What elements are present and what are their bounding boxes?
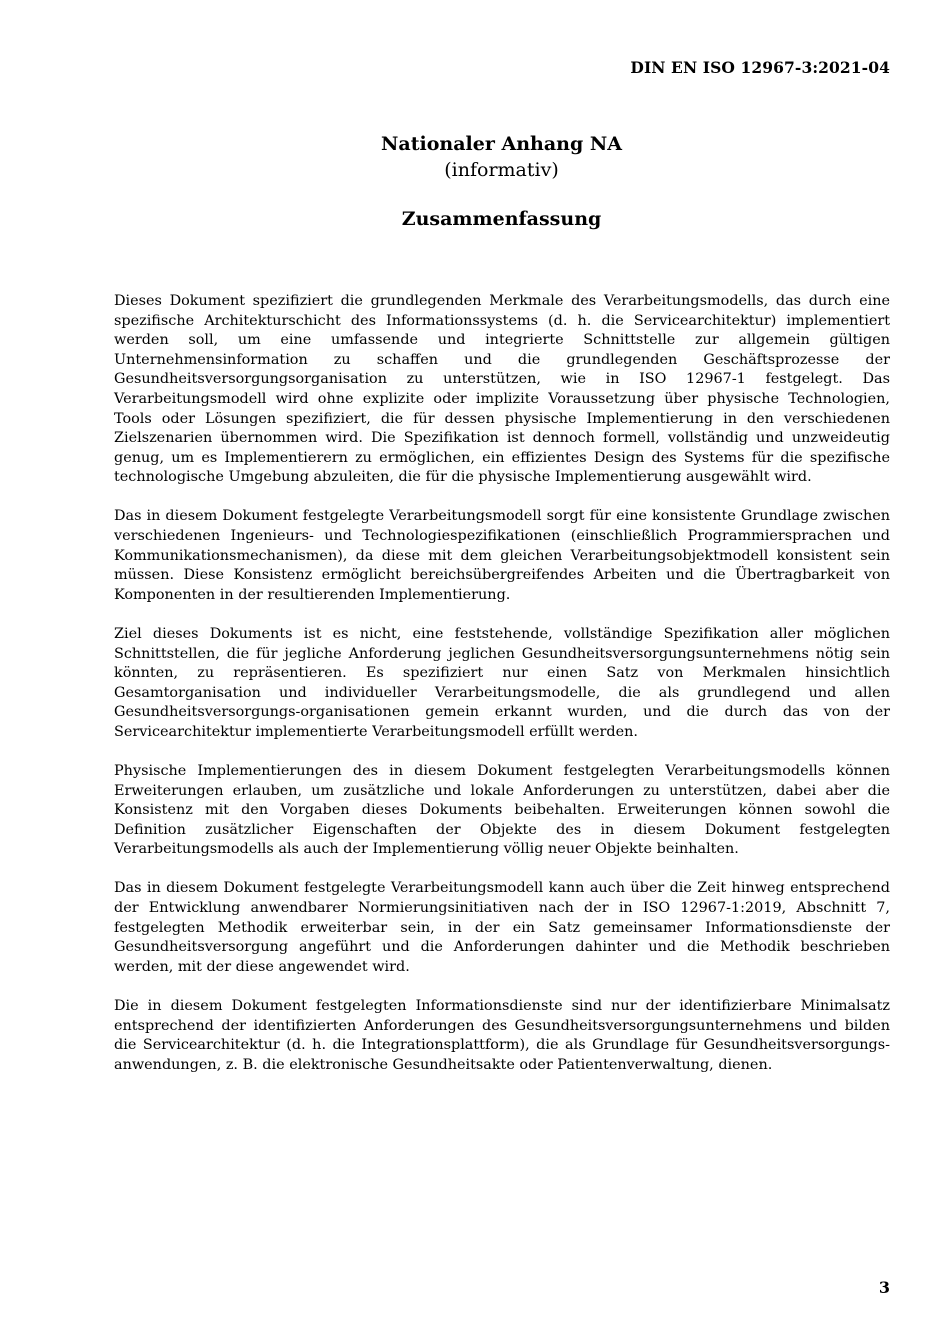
paragraph: Das in diesem Dokument festgelegte Verarbeitungsmodell kann auch über die Zeit hinweg entsprechend der Entwicklung anwendbarer Normierungsinitiativen nach der in ISO 12967-1:2019, Abschnitt 7, festgelegten Methodik erweiterbar sein, in der ein Satz gemeinsamer Informationsdienste der Gesundheitsversorgung angeführt und die Anforderungen dahinter und die Methodik beschrieben werden, mit der diese angewendet wird. [114, 880, 890, 975]
annex-subtitle: (informativ) [444, 159, 559, 181]
paragraph: Ziel dieses Dokuments ist es nicht, eine feststehende, vollständige Spezifikation aller möglichen Schnittstellen, die für jegliche Anforderung jeglichen Gesundheitsversorgungsunternehmens nötig sein könnten, zu repräsentieren. Es spezifiziert nur einen Satz von Merkmalen hinsichtlich Gesamtorganisation und individueller Verarbeitungsmodelle, die als grundlegend und allen Gesundheitsversorgungs-organisationen gemein erkannt wurden, und die durch das von der Servicearchitektur implementierte Verarbeitungsmodell erfüllt werden. [114, 625, 890, 740]
page-number: 3 [878, 1278, 890, 1297]
paragraph: Physische Implementierungen des in diesem Dokument festgelegten Verarbeitungsmodells können Erweiterungen erlauben, um zusätzliche und lokale Anforderungen zu unterstützen, dabei aber die Konsistenz mit den Vorgaben dieses Dokuments beibehalten. Erweiterungen können sowohl die Definition zusätzlicher Eigenschaften der Objekte des in diesem Dokument festgelegten Verarbeitungsmodells als auch der Implementierung völlig neuer Objekte beinhalten. [114, 762, 890, 858]
annex-title: Nationaler Anhang NA [381, 133, 622, 155]
paragraph: Das in diesem Dokument festgelegte Verarbeitungsmodell sorgt für eine konsistente Grundlage zwischen verschiedenen Ingenieurs- und Technologiespezifikationen (einschließlich Programmiersprachen und Kommunikationsmechanismen), da diese mit dem gleichen Verarbeitungsobjektmodell konsistent sein müssen. Diese Konsistenz ermöglicht bereichsübergreifendes Arbeiten und die Übertragbarkeit von Komponenten in der resultierenden Implementierung. [114, 508, 890, 603]
paragraph: Dieses Dokument spezifiziert die grundlegenden Merkmale des Verarbeitungsmodells, das durch eine spezifische Architekturschicht des Informationssystems (d. h. die Servicearchitektur) implementiert werden soll, um eine umfassende und integrierte Schnittstelle zur allgemein gültigen Unternehmensinformation zu schaffen und die grundlegenden Geschäftsprozesse der Gesundheitsversorgungsorganisation zu unterstützen, wie in ISO 12967-1 festgelegt. Das Verarbeitungsmodell wird ohne explizite oder implizite Voraussetzung über physische Technologien, Tools oder Lösungen spezifiziert, die für dessen physische Implementierung in den verschiedenen Zielszenarien übernommen wird. Die Spezifikation ist dennoch formell, vollständig und unzweideutig genug, um es Implementierern zu ermöglichen, ein effizientes Design des Systems für die spezifische technologische Umgebung abzuleiten, die für die physische Implementierung ausgewählt wird. [114, 293, 890, 486]
section-heading: Zusammenfassung [401, 208, 602, 230]
document-id: DIN EN ISO 12967-3:2021-04 [630, 58, 890, 77]
paragraph: Die in diesem Dokument festgelegten Informationsdienste sind nur der identifizierbare Minimalsatz entsprechend der identifizierten Anforderungen des Gesundheitsversorgungsunternehmens und bilden die Servicearchitektur (d. h. die Integrationsplattform), die als Grundlage für Gesundheitsversorgungs-anwendungen, z. B. die elektronische Gesundheitsakte oder Patientenverwaltung, dienen. [114, 997, 890, 1073]
body-text [114, 292, 890, 1095]
